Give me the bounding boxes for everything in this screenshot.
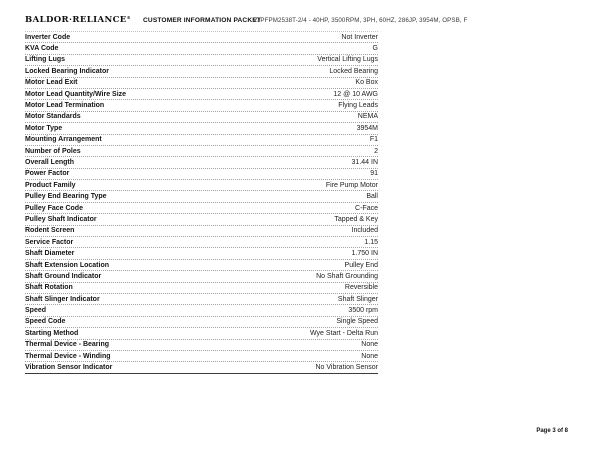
attribute-label: KVA Code xyxy=(25,45,59,53)
attribute-label: Rodent Screen xyxy=(25,227,75,235)
attribute-value: None xyxy=(361,341,378,349)
attribute-value: None xyxy=(361,352,378,360)
attribute-label: Thermal Device - Winding xyxy=(25,352,111,360)
product-spec-string: VJPFPM2538T-2/4 - 40HP, 3500RPM, 3PH, 60HZ, 286JP, 3954M, OPSB, F xyxy=(253,16,468,24)
page-number: Page 3 of 8 xyxy=(536,428,568,434)
table-row xyxy=(25,260,378,271)
attribute-value: C-Face xyxy=(355,204,378,212)
table-row xyxy=(25,214,378,225)
attribute-value: Not Inverter xyxy=(341,33,378,41)
attribute-value: 12 @ 10 AWG xyxy=(333,90,378,98)
table-row xyxy=(25,43,378,54)
table-row xyxy=(25,248,378,259)
attribute-value: 1.750 IN xyxy=(351,250,378,258)
attribute-value: Included xyxy=(351,227,378,235)
registered-trademark-icon: ® xyxy=(126,15,132,20)
attribute-label: Pulley End Bearing Type xyxy=(25,193,107,201)
table-row xyxy=(25,157,378,168)
attribute-value: 2 xyxy=(374,147,378,155)
table-row xyxy=(25,351,378,362)
attribute-value: Locked Bearing xyxy=(329,67,378,75)
attribute-label: Motor Lead Termination xyxy=(25,102,105,110)
attribute-label: Product Family xyxy=(25,181,76,189)
attribute-value: Fire Pump Motor xyxy=(325,181,378,189)
attribute-label: Shaft Rotation xyxy=(25,284,73,292)
table-row xyxy=(25,169,378,180)
attribute-label: Pulley Shaft Indicator xyxy=(25,215,97,223)
attribute-value: Tapped & Key xyxy=(334,215,378,223)
attribute-value: F1 xyxy=(369,136,378,144)
attribute-label: Starting Method xyxy=(25,329,79,337)
attribute-value: Vertical Lifting Lugs xyxy=(317,56,378,64)
table-row xyxy=(25,226,378,237)
attribute-value: 1.15 xyxy=(364,238,378,246)
table-row xyxy=(25,271,378,282)
attribute-label: Vibration Sensor Indicator xyxy=(25,364,113,372)
attribute-label: Shaft Extension Location xyxy=(25,261,110,269)
attribute-label: Motor Lead Exit xyxy=(25,79,78,87)
document-header xyxy=(25,13,575,27)
table-row xyxy=(25,100,378,111)
attribute-label: Shaft Ground Indicator xyxy=(25,272,102,280)
attribute-value: 31.44 IN xyxy=(351,159,378,166)
table-row xyxy=(25,32,378,43)
attribute-label: Shaft Slinger Indicator xyxy=(25,295,100,303)
table-row xyxy=(25,112,378,123)
table-row xyxy=(25,55,378,66)
attribute-value: 3500 rpm xyxy=(348,307,378,315)
table-row xyxy=(25,362,378,373)
attribute-label: Shaft Diameter xyxy=(25,250,75,258)
attribute-value: No Shaft Grounding xyxy=(316,272,378,280)
table-row xyxy=(25,146,378,157)
attribute-label: Motor Lead Quantity/Wire Size xyxy=(25,90,127,98)
table-row xyxy=(25,203,378,214)
table-row xyxy=(25,317,378,328)
attribute-value: Reversible xyxy=(344,284,378,292)
attribute-label: Locked Bearing Indicator xyxy=(25,67,110,75)
attribute-label: Inverter Code xyxy=(25,33,71,41)
attribute-label: Overall Length xyxy=(25,159,75,166)
logo-text: BALDOR·RELIANCE xyxy=(25,15,127,25)
table-row xyxy=(25,340,378,351)
table-row xyxy=(25,294,378,305)
table-row xyxy=(25,66,378,77)
attribute-label: Lifting Lugs xyxy=(25,56,66,64)
table-row xyxy=(25,78,378,89)
table-row xyxy=(25,89,378,100)
attribute-value: Flying Leads xyxy=(338,102,378,110)
attribute-value: 91 xyxy=(370,170,378,178)
attribute-label: Motor Standards xyxy=(25,113,81,121)
table-row xyxy=(25,237,378,248)
table-row xyxy=(25,305,378,316)
attribute-label: Mounting Arrangement xyxy=(25,136,102,144)
table-row xyxy=(25,135,378,146)
attribute-value: Pulley End xyxy=(344,261,378,269)
attribute-label: Thermal Device - Bearing xyxy=(25,341,110,349)
table-row xyxy=(25,328,378,339)
document-title: CUSTOMER INFORMATION PACKET xyxy=(143,16,261,24)
attribute-value: G xyxy=(372,45,378,53)
attribute-label: Power Factor xyxy=(25,170,70,178)
attribute-value: No Vibration Sensor xyxy=(315,364,378,372)
attribute-value: Ball xyxy=(366,193,378,201)
table-row xyxy=(25,123,378,134)
attribute-value: Wye Start - Delta Run xyxy=(309,329,378,337)
attribute-label: Speed xyxy=(25,307,47,315)
table-row xyxy=(25,191,378,202)
table-row xyxy=(25,180,378,191)
attribute-label: Motor Type xyxy=(25,124,63,132)
attribute-value: Ko Box xyxy=(355,79,378,87)
attribute-value: NEMA xyxy=(357,113,378,121)
attribute-label: Service Factor xyxy=(25,238,74,246)
baldor-reliance-logo xyxy=(25,15,131,25)
attribute-label: Number of Poles xyxy=(25,147,81,155)
attribute-value: Shaft Slinger xyxy=(337,295,378,303)
attribute-label: Pulley Face Code xyxy=(25,204,83,212)
table-row xyxy=(25,283,378,294)
attribute-label: Speed Code xyxy=(25,318,66,326)
attribute-value: 3954M xyxy=(356,124,378,132)
spec-table xyxy=(25,31,378,374)
attribute-value: Single Speed xyxy=(336,318,378,326)
